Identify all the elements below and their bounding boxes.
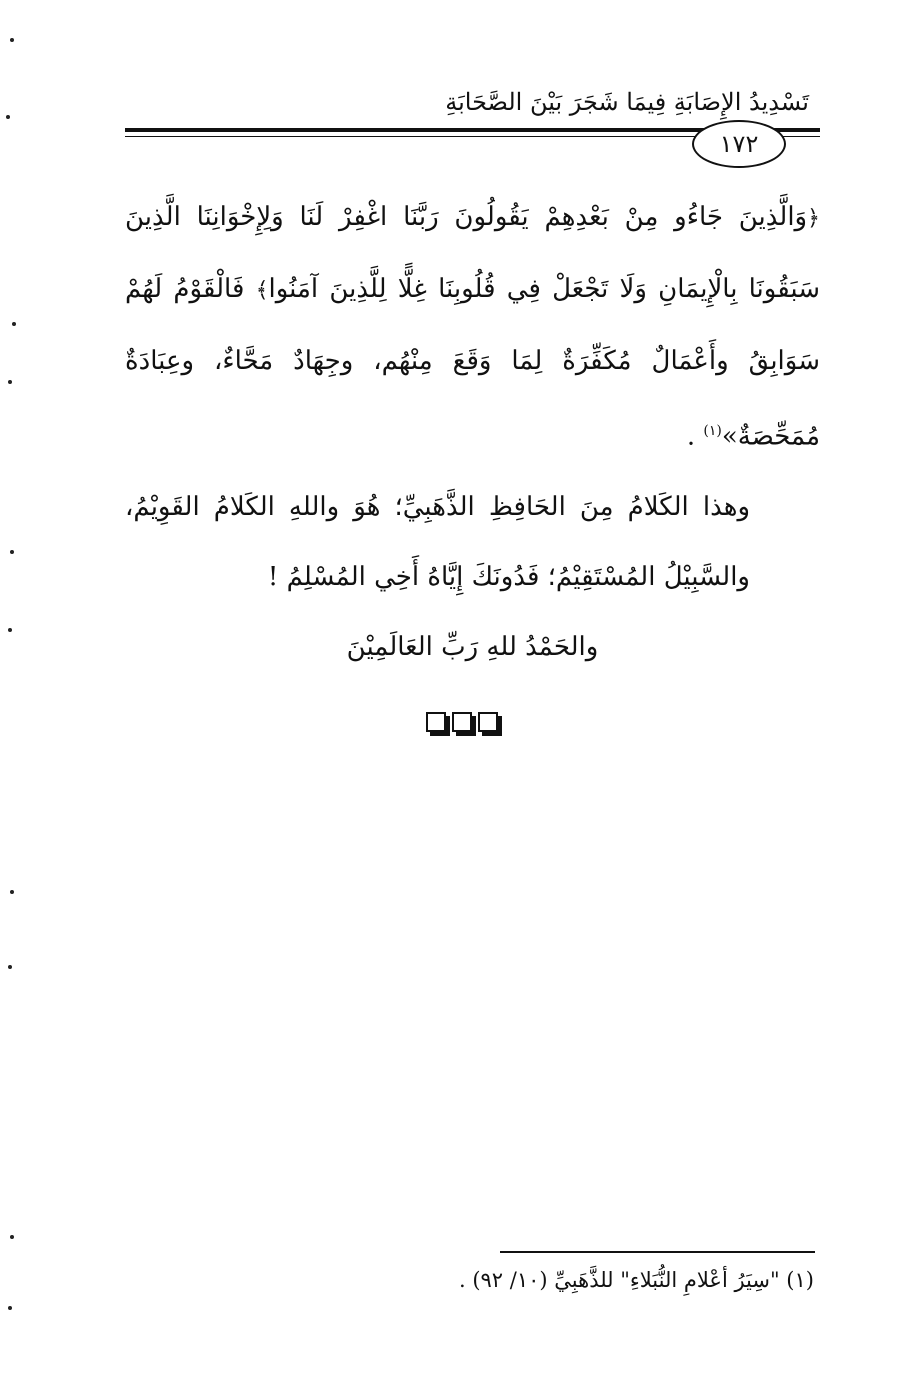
quran-bracket-open: ﴿	[807, 206, 820, 231]
footnote: (١) "سِيَرُ أعْلامِ النُّبَلاءِ" للذَّهَبِيِّ (١٠/ ٩٢) .	[458, 1268, 814, 1292]
main-text	[125, 182, 820, 682]
paragraph-conclusion: وهذا الكَلامُ مِنَ الحَافِظِ الذَّهَبِيِّ؛ هُوَ واللهِ الكَلامُ القَوِيْمُ، والسَّبِيْلُ المُسْتَقِيْمُ؛ فَدُونَكَ إِيَّاهُ أَخِي المُسْلِمُ !	[125, 491, 750, 592]
footnote-rule	[500, 1251, 815, 1253]
sentence-end: .	[686, 421, 696, 452]
page-number: ١٧٢	[692, 120, 786, 168]
closing-praise: والحَمْدُ للهِ رَبِّ العَالَمِيْنَ	[346, 631, 599, 662]
scan-artifact	[12, 322, 16, 326]
page-header	[0, 0, 924, 180]
footnote-reference: (١)	[703, 423, 722, 439]
scan-artifact	[10, 550, 14, 554]
scan-artifact	[10, 1235, 14, 1239]
scan-artifact	[8, 380, 12, 384]
quran-verse: وَالَّذِينَ جَاءُو مِنْ بَعْدِهِمْ يَقُولُونَ رَبَّنَا اغْفِرْ لَنَا وَلِإِخْوَانِنَا الَّذِينَ سَبَقُونَا بِالْإِيمَانِ وَلَا تَجْعَلْ فِي قُلُوبِنَا غِلًّا لِلَّذِينَ آمَنُوا	[125, 202, 821, 304]
scan-artifact	[10, 890, 14, 894]
square-ornament-icon	[452, 712, 472, 732]
scan-artifact	[8, 628, 12, 632]
section-separator	[0, 712, 924, 732]
running-title: تَسْدِيدُ الإِصَابَةِ فِيمَا شَجَرَ بَيْنَ الصَّحَابَةِ	[445, 88, 809, 116]
scan-artifact	[8, 965, 12, 969]
square-ornament-icon	[426, 712, 446, 732]
paragraph-quran	[125, 182, 820, 472]
commentary-text: فَالْقَوْمُ لَهُمْ سَوَابِقُ وأَعْمَالٌ مُكَفِّرَةٌ لِمَا وَقَعَ مِنْهُم، وجِهَادٌ مَحَّاءٌ، وعِبَادَةٌ مُمَحِّصَةٌ»	[125, 274, 820, 452]
square-ornament-icon	[478, 712, 498, 732]
scan-artifact	[8, 1306, 12, 1310]
quran-bracket-close: ﴾	[255, 278, 269, 303]
